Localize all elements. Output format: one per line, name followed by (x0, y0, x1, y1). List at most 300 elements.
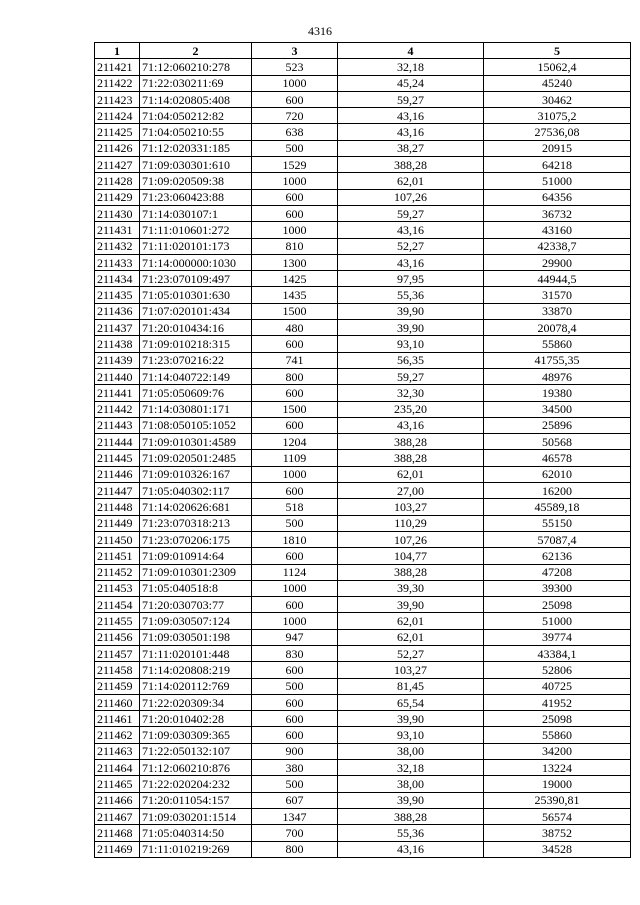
table-row (95, 841, 631, 857)
cadastral-number-cell: 71:12:060210:876 (140, 760, 252, 776)
value-cell-3: 600 (252, 662, 338, 678)
cadastral-number-cell: 71:09:030301:610 (140, 157, 252, 173)
table-row (95, 59, 631, 75)
record-number-cell: 211448 (95, 499, 140, 515)
record-number-cell: 211466 (95, 792, 140, 808)
value-cell-4: 43,16 (338, 254, 484, 270)
value-cell-5: 64218 (484, 157, 631, 173)
record-number-cell: 211463 (95, 743, 140, 759)
record-number-cell: 211451 (95, 548, 140, 564)
table-row (95, 808, 631, 824)
cadastral-number-cell: 71:22:020204:232 (140, 776, 252, 792)
table-row (95, 515, 631, 531)
value-cell-3: 700 (252, 825, 338, 841)
value-cell-5: 29900 (484, 254, 631, 270)
record-number-cell: 211449 (95, 515, 140, 531)
value-cell-5: 38752 (484, 825, 631, 841)
value-cell-3: 1529 (252, 157, 338, 173)
value-cell-3: 1300 (252, 254, 338, 270)
page-number: 4316 (308, 24, 332, 38)
record-number-cell: 211427 (95, 157, 140, 173)
value-cell-5: 39774 (484, 629, 631, 645)
value-cell-4: 38,27 (338, 140, 484, 156)
value-cell-3: 607 (252, 792, 338, 808)
value-cell-5: 33870 (484, 303, 631, 319)
value-cell-3: 500 (252, 678, 338, 694)
table-row (95, 108, 631, 124)
table-row (95, 743, 631, 759)
table-row (95, 597, 631, 613)
record-number-cell: 211435 (95, 287, 140, 303)
value-cell-4: 104,77 (338, 548, 484, 564)
value-cell-5: 48976 (484, 368, 631, 384)
cadastral-number-cell: 71:09:010218:315 (140, 336, 252, 352)
table-row (95, 124, 631, 140)
value-cell-4: 43,16 (338, 108, 484, 124)
table-row (95, 727, 631, 743)
cadastral-number-cell: 71:05:040302:117 (140, 483, 252, 499)
record-number-cell: 211424 (95, 108, 140, 124)
record-number-cell: 211425 (95, 124, 140, 140)
cadastral-number-cell: 71:14:030801:171 (140, 401, 252, 417)
value-cell-3: 810 (252, 238, 338, 254)
value-cell-5: 34528 (484, 841, 631, 857)
value-cell-3: 1425 (252, 271, 338, 287)
cadastral-number-cell: 71:20:010402:28 (140, 711, 252, 727)
table-row (95, 385, 631, 401)
value-cell-4: 59,27 (338, 368, 484, 384)
value-cell-3: 600 (252, 727, 338, 743)
value-cell-5: 25098 (484, 711, 631, 727)
record-number-cell: 211438 (95, 336, 140, 352)
value-cell-3: 600 (252, 205, 338, 221)
value-cell-3: 800 (252, 841, 338, 857)
value-cell-5: 31075,2 (484, 108, 631, 124)
cadastral-number-cell: 71:09:020509:38 (140, 173, 252, 189)
table-row (95, 825, 631, 841)
value-cell-5: 51000 (484, 173, 631, 189)
value-cell-4: 81,45 (338, 678, 484, 694)
value-cell-5: 20078,4 (484, 320, 631, 336)
record-number-cell: 211462 (95, 727, 140, 743)
value-cell-4: 65,54 (338, 694, 484, 710)
value-cell-5: 19380 (484, 385, 631, 401)
value-cell-5: 19000 (484, 776, 631, 792)
record-number-cell: 211422 (95, 75, 140, 91)
value-cell-4: 52,27 (338, 645, 484, 661)
value-cell-3: 600 (252, 336, 338, 352)
cadastral-number-cell: 71:11:010601:272 (140, 222, 252, 238)
cadastral-number-cell: 71:04:050210:55 (140, 124, 252, 140)
record-number-cell: 211457 (95, 645, 140, 661)
record-number-cell: 211439 (95, 352, 140, 368)
table-row (95, 531, 631, 547)
record-number-cell: 211452 (95, 564, 140, 580)
table-row (95, 564, 631, 580)
value-cell-5: 25390,81 (484, 792, 631, 808)
value-cell-3: 1124 (252, 564, 338, 580)
table-row (95, 287, 631, 303)
value-cell-3: 600 (252, 597, 338, 613)
value-cell-5: 42338,7 (484, 238, 631, 254)
value-cell-4: 59,27 (338, 91, 484, 107)
value-cell-5: 64356 (484, 189, 631, 205)
value-cell-5: 34500 (484, 401, 631, 417)
table-row (95, 678, 631, 694)
record-number-cell: 211469 (95, 841, 140, 857)
cadastral-number-cell: 71:20:030703:77 (140, 597, 252, 613)
value-cell-3: 1109 (252, 450, 338, 466)
value-cell-4: 103,27 (338, 499, 484, 515)
value-cell-5: 31570 (484, 287, 631, 303)
record-number-cell: 211434 (95, 271, 140, 287)
table-row (95, 336, 631, 352)
record-number-cell: 211430 (95, 205, 140, 221)
record-number-cell: 211447 (95, 483, 140, 499)
cadastral-number-cell: 71:14:020805:408 (140, 91, 252, 107)
table-row (95, 792, 631, 808)
value-cell-3: 947 (252, 629, 338, 645)
cadastral-number-cell: 71:12:060210:278 (140, 59, 252, 75)
value-cell-5: 36732 (484, 205, 631, 221)
cadastral-number-cell: 71:09:010914:64 (140, 548, 252, 564)
cadastral-number-cell: 71:04:050212:82 (140, 108, 252, 124)
value-cell-4: 43,16 (338, 124, 484, 140)
value-cell-3: 1500 (252, 303, 338, 319)
value-cell-5: 34200 (484, 743, 631, 759)
value-cell-3: 800 (252, 368, 338, 384)
value-cell-4: 107,26 (338, 531, 484, 547)
record-number-cell: 211468 (95, 825, 140, 841)
value-cell-4: 39,90 (338, 597, 484, 613)
table-row (95, 776, 631, 792)
value-cell-3: 600 (252, 711, 338, 727)
record-number-cell: 211459 (95, 678, 140, 694)
column-header-3: 3 (252, 43, 338, 59)
value-cell-5: 62010 (484, 466, 631, 482)
value-cell-3: 600 (252, 417, 338, 433)
record-number-cell: 211454 (95, 597, 140, 613)
value-cell-4: 388,28 (338, 157, 484, 173)
record-number-cell: 211437 (95, 320, 140, 336)
value-cell-3: 1000 (252, 173, 338, 189)
column-header-5: 5 (484, 43, 631, 59)
cadastral-number-cell: 71:09:010301:4589 (140, 434, 252, 450)
table-row (95, 222, 631, 238)
cadastral-number-cell: 71:22:020309:34 (140, 694, 252, 710)
value-cell-4: 62,01 (338, 629, 484, 645)
value-cell-3: 1000 (252, 580, 338, 596)
table-row (95, 173, 631, 189)
value-cell-4: 39,90 (338, 320, 484, 336)
value-cell-5: 16200 (484, 483, 631, 499)
value-cell-3: 500 (252, 776, 338, 792)
record-number-cell: 211429 (95, 189, 140, 205)
record-number-cell: 211443 (95, 417, 140, 433)
table-row (95, 157, 631, 173)
value-cell-5: 30462 (484, 91, 631, 107)
record-number-cell: 211440 (95, 368, 140, 384)
table-row (95, 271, 631, 287)
value-cell-5: 51000 (484, 613, 631, 629)
value-cell-4: 55,36 (338, 287, 484, 303)
cadastral-number-cell: 71:09:020501:2485 (140, 450, 252, 466)
value-cell-5: 55860 (484, 727, 631, 743)
cadastral-number-cell: 71:08:050105:1052 (140, 417, 252, 433)
value-cell-3: 600 (252, 548, 338, 564)
value-cell-4: 107,26 (338, 189, 484, 205)
value-cell-3: 1500 (252, 401, 338, 417)
value-cell-5: 47208 (484, 564, 631, 580)
table-row (95, 320, 631, 336)
value-cell-3: 830 (252, 645, 338, 661)
cadastral-number-cell: 71:14:000000:1030 (140, 254, 252, 270)
value-cell-4: 62,01 (338, 613, 484, 629)
record-number-cell: 211456 (95, 629, 140, 645)
column-header-1: 1 (95, 43, 140, 59)
value-cell-5: 52806 (484, 662, 631, 678)
cadastral-number-cell: 71:23:070216:22 (140, 352, 252, 368)
value-cell-4: 43,16 (338, 417, 484, 433)
cadastral-number-cell: 71:09:030201:1514 (140, 808, 252, 824)
table-row (95, 75, 631, 91)
table-row (95, 91, 631, 107)
value-cell-3: 600 (252, 694, 338, 710)
value-cell-4: 62,01 (338, 173, 484, 189)
value-cell-4: 39,90 (338, 303, 484, 319)
table-row (95, 662, 631, 678)
value-cell-4: 32,30 (338, 385, 484, 401)
table-row (95, 303, 631, 319)
value-cell-4: 52,27 (338, 238, 484, 254)
value-cell-5: 25098 (484, 597, 631, 613)
value-cell-4: 43,16 (338, 841, 484, 857)
value-cell-5: 39300 (484, 580, 631, 596)
table-row (95, 205, 631, 221)
value-cell-3: 600 (252, 385, 338, 401)
value-cell-3: 1000 (252, 466, 338, 482)
value-cell-4: 32,18 (338, 760, 484, 776)
record-number-cell: 211458 (95, 662, 140, 678)
table-row (95, 352, 631, 368)
value-cell-4: 93,10 (338, 727, 484, 743)
table-row (95, 645, 631, 661)
table-row (95, 499, 631, 515)
cadastral-number-cell: 71:23:070206:175 (140, 531, 252, 547)
value-cell-5: 25896 (484, 417, 631, 433)
record-number-cell: 211436 (95, 303, 140, 319)
cadastral-number-cell: 71:11:020101:173 (140, 238, 252, 254)
record-number-cell: 211461 (95, 711, 140, 727)
value-cell-4: 235,20 (338, 401, 484, 417)
table-row (95, 401, 631, 417)
table-row (95, 613, 631, 629)
cadastral-number-cell: 71:07:020101:434 (140, 303, 252, 319)
value-cell-4: 45,24 (338, 75, 484, 91)
cadastral-number-cell: 71:20:011054:157 (140, 792, 252, 808)
value-cell-3: 1000 (252, 222, 338, 238)
table-row (95, 694, 631, 710)
value-cell-4: 62,01 (338, 466, 484, 482)
cadastral-number-cell: 71:05:010301:630 (140, 287, 252, 303)
value-cell-4: 97,95 (338, 271, 484, 287)
cadastral-number-cell: 71:12:020331:185 (140, 140, 252, 156)
cadastral-number-cell: 71:14:020626:681 (140, 499, 252, 515)
record-number-cell: 211431 (95, 222, 140, 238)
cadastral-number-cell: 71:09:030507:124 (140, 613, 252, 629)
table-row (95, 483, 631, 499)
record-number-cell: 211455 (95, 613, 140, 629)
table-row (95, 254, 631, 270)
value-cell-5: 13224 (484, 760, 631, 776)
cadastral-number-cell: 71:05:050609:76 (140, 385, 252, 401)
value-cell-5: 40725 (484, 678, 631, 694)
value-cell-3: 1347 (252, 808, 338, 824)
value-cell-5: 41952 (484, 694, 631, 710)
value-cell-4: 93,10 (338, 336, 484, 352)
value-cell-5: 44944,5 (484, 271, 631, 287)
record-number-cell: 211432 (95, 238, 140, 254)
value-cell-4: 43,16 (338, 222, 484, 238)
cadastral-number-cell: 71:09:030309:365 (140, 727, 252, 743)
value-cell-5: 57087,4 (484, 531, 631, 547)
table-row (95, 466, 631, 482)
value-cell-4: 110,29 (338, 515, 484, 531)
value-cell-5: 27536,08 (484, 124, 631, 140)
record-number-cell: 211467 (95, 808, 140, 824)
cadastral-number-cell: 71:09:030501:198 (140, 629, 252, 645)
value-cell-4: 32,18 (338, 59, 484, 75)
record-number-cell: 211450 (95, 531, 140, 547)
record-number-cell: 211428 (95, 173, 140, 189)
record-number-cell: 211446 (95, 466, 140, 482)
record-number-cell: 211460 (95, 694, 140, 710)
record-number-cell: 211442 (95, 401, 140, 417)
value-cell-3: 600 (252, 91, 338, 107)
table-body (95, 59, 631, 858)
table-row (95, 711, 631, 727)
value-cell-3: 1000 (252, 75, 338, 91)
value-cell-5: 45240 (484, 75, 631, 91)
value-cell-3: 600 (252, 483, 338, 499)
record-number-cell: 211426 (95, 140, 140, 156)
value-cell-4: 55,36 (338, 825, 484, 841)
record-number-cell: 211421 (95, 59, 140, 75)
record-number-cell: 211464 (95, 760, 140, 776)
value-cell-4: 38,00 (338, 743, 484, 759)
value-cell-5: 43384,1 (484, 645, 631, 661)
value-cell-3: 1810 (252, 531, 338, 547)
value-cell-4: 38,00 (338, 776, 484, 792)
value-cell-3: 1435 (252, 287, 338, 303)
record-number-cell: 211445 (95, 450, 140, 466)
value-cell-5: 50568 (484, 434, 631, 450)
value-cell-4: 39,90 (338, 792, 484, 808)
value-cell-5: 55150 (484, 515, 631, 531)
value-cell-3: 523 (252, 59, 338, 75)
cadastral-number-cell: 71:09:010326:167 (140, 466, 252, 482)
value-cell-5: 41755,35 (484, 352, 631, 368)
value-cell-4: 388,28 (338, 564, 484, 580)
value-cell-3: 500 (252, 140, 338, 156)
record-number-cell: 211465 (95, 776, 140, 792)
value-cell-4: 388,28 (338, 434, 484, 450)
value-cell-5: 15062,4 (484, 59, 631, 75)
cadastral-number-cell: 71:22:050132:107 (140, 743, 252, 759)
record-number-cell: 211453 (95, 580, 140, 596)
value-cell-4: 388,28 (338, 450, 484, 466)
cadastral-number-cell: 71:09:010301:2309 (140, 564, 252, 580)
value-cell-4: 388,28 (338, 808, 484, 824)
value-cell-5: 46578 (484, 450, 631, 466)
table-row (95, 760, 631, 776)
value-cell-5: 20915 (484, 140, 631, 156)
value-cell-4: 39,90 (338, 711, 484, 727)
table-row (95, 580, 631, 596)
value-cell-3: 380 (252, 760, 338, 776)
value-cell-3: 518 (252, 499, 338, 515)
value-cell-5: 45589,18 (484, 499, 631, 515)
value-cell-5: 55860 (484, 336, 631, 352)
table-row (95, 434, 631, 450)
value-cell-4: 59,27 (338, 205, 484, 221)
value-cell-3: 720 (252, 108, 338, 124)
table-row (95, 548, 631, 564)
header-row (95, 43, 631, 59)
value-cell-4: 39,30 (338, 580, 484, 596)
column-header-2: 2 (140, 43, 252, 59)
table-row (95, 629, 631, 645)
table-row (95, 189, 631, 205)
table-row (95, 368, 631, 384)
value-cell-3: 638 (252, 124, 338, 140)
table-row (95, 417, 631, 433)
table-row (95, 140, 631, 156)
cadastral-number-cell: 71:11:020101:448 (140, 645, 252, 661)
value-cell-3: 1204 (252, 434, 338, 450)
value-cell-3: 900 (252, 743, 338, 759)
record-number-cell: 211444 (95, 434, 140, 450)
value-cell-4: 103,27 (338, 662, 484, 678)
value-cell-4: 27,00 (338, 483, 484, 499)
value-cell-5: 62136 (484, 548, 631, 564)
cadastral-number-cell: 71:14:040722:149 (140, 368, 252, 384)
value-cell-4: 56,35 (338, 352, 484, 368)
value-cell-3: 480 (252, 320, 338, 336)
cadastral-number-cell: 71:23:060423:88 (140, 189, 252, 205)
record-number-cell: 211433 (95, 254, 140, 270)
cadastral-number-cell: 71:11:010219:269 (140, 841, 252, 857)
column-header-4: 4 (338, 43, 484, 59)
value-cell-5: 56574 (484, 808, 631, 824)
cadastral-number-cell: 71:23:070318:213 (140, 515, 252, 531)
cadastral-number-cell: 71:05:040314:50 (140, 825, 252, 841)
value-cell-3: 500 (252, 515, 338, 531)
cadastral-number-cell: 71:05:040518:8 (140, 580, 252, 596)
record-number-cell: 211441 (95, 385, 140, 401)
cadastral-number-cell: 71:14:020808:219 (140, 662, 252, 678)
registry-table (94, 42, 631, 858)
cadastral-number-cell: 71:23:070109:497 (140, 271, 252, 287)
value-cell-5: 43160 (484, 222, 631, 238)
table-row (95, 450, 631, 466)
cadastral-number-cell: 71:14:020112:769 (140, 678, 252, 694)
table-row (95, 238, 631, 254)
cadastral-number-cell: 71:20:010434:16 (140, 320, 252, 336)
value-cell-3: 741 (252, 352, 338, 368)
cadastral-number-cell: 71:14:030107:1 (140, 205, 252, 221)
cadastral-number-cell: 71:22:030211:69 (140, 75, 252, 91)
